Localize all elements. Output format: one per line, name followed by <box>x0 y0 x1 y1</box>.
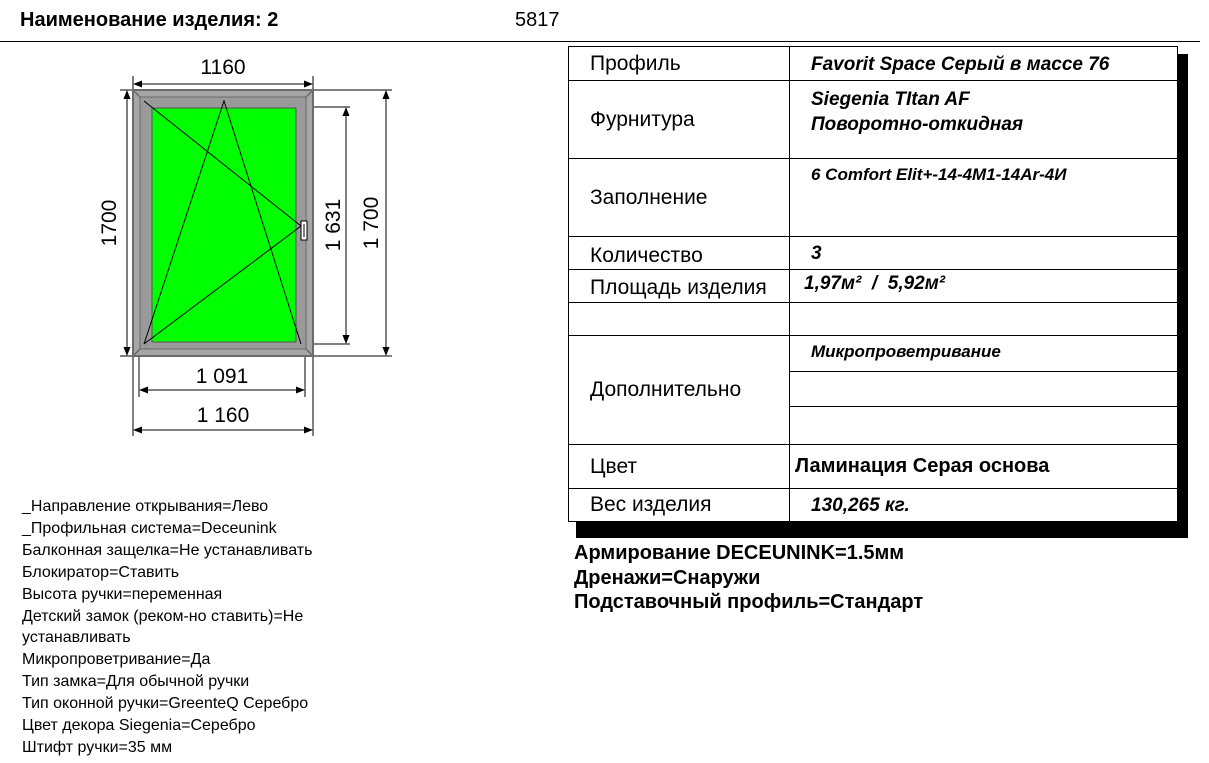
spec-value-hardware-type: Поворотно-откидная <box>811 114 1024 135</box>
spec-value-extra <box>790 336 1177 444</box>
dim-right-height: 1 700 <box>360 196 383 250</box>
parameters-list <box>22 496 362 759</box>
spec-value-extra-1: Микропроветривание <box>790 336 1177 372</box>
note-reinforcement: Армирование DECEUNINK=1.5мм <box>574 542 905 564</box>
spec-row-area <box>569 270 1177 303</box>
dim-left-height: 1700 <box>98 199 121 247</box>
spec-row-profile <box>569 47 1177 81</box>
spec-value-area: 1,97м² / 5,92м² <box>804 273 946 294</box>
spec-row-blank <box>569 303 1177 336</box>
dim-top-width: 1160 <box>200 56 246 79</box>
window-glass <box>152 108 296 342</box>
spec-value-extra-3 <box>790 407 1177 445</box>
param-item: Штифт ручки=35 мм <box>22 738 173 756</box>
spec-label-color: Цвет <box>569 445 790 488</box>
product-title: Наименование изделия: 2 <box>20 9 279 31</box>
param-item: _Направление открывания=Лево <box>22 498 269 515</box>
param-item: Блокиратор=Ставить <box>22 563 180 581</box>
dim-bottom-width: 1 160 <box>196 404 250 427</box>
spec-value-filling: 6 Comfort Elit+-14-4M1-14Ar-4И <box>811 165 1067 184</box>
param-item: _Профильная система=Deceunink <box>22 519 277 537</box>
spec-value-weight: 130,265 кг. <box>811 495 910 516</box>
order-number: 5817 <box>515 9 560 31</box>
param-item: Микропроветривание=Да <box>22 651 211 669</box>
spec-value-extra-2 <box>790 372 1177 407</box>
spec-label-hardware: Фурнитура <box>569 81 790 158</box>
spec-value-hardware <box>790 81 1177 158</box>
spec-row-weight <box>569 489 1177 521</box>
param-item: Тип замка=Для обычной ручки <box>22 673 250 691</box>
param-item: Тип оконной ручки=GreenteQ Серебро <box>22 695 309 713</box>
spec-row-color <box>569 445 1177 489</box>
note-drainage: Дренажи=Снаружи <box>574 566 761 589</box>
param-item: Высота ручки=переменная <box>22 585 223 603</box>
param-item: Детский замок (реком-но ставить)=Не устанавливать <box>22 607 304 647</box>
note-base-profile: Подставочный профиль=Стандарт <box>574 591 924 613</box>
spec-value-color: Ламинация Серая основа <box>795 455 1050 477</box>
handle-icon <box>301 221 307 240</box>
header-divider <box>0 41 1200 42</box>
spec-label-extra: Дополнительно <box>569 336 790 444</box>
spec-row-extra <box>569 336 1177 445</box>
spec-label-area: Площадь изделия <box>569 270 790 302</box>
spec-label-filling: Заполнение <box>569 159 790 236</box>
dim-sash-height: 1 631 <box>322 198 345 252</box>
spec-row-filling <box>569 159 1177 237</box>
dim-sash-width: 1 091 <box>195 365 249 388</box>
param-item: Балконная защелка=Не устанавливать <box>22 541 313 559</box>
spec-label-weight: Вес изделия <box>569 489 790 521</box>
param-item: Цвет декора Siegenia=Серебро <box>22 717 256 735</box>
spec-row-quantity <box>569 237 1177 270</box>
spec-value-profile: Favorit Space Серый в массе 76 <box>811 54 1110 75</box>
spec-label-quantity: Количество <box>569 237 790 269</box>
spec-value-hardware-brand: Siegenia TItan AF <box>811 89 970 110</box>
spec-value-blank <box>790 303 1177 335</box>
spec-value-quantity: 3 <box>811 243 822 264</box>
window-drawing <box>0 44 420 444</box>
spec-table <box>568 46 1178 522</box>
spec-label-profile: Профиль <box>569 47 790 80</box>
spec-row-hardware <box>569 81 1177 159</box>
spec-label-blank <box>569 303 790 335</box>
notes-block <box>574 541 923 615</box>
